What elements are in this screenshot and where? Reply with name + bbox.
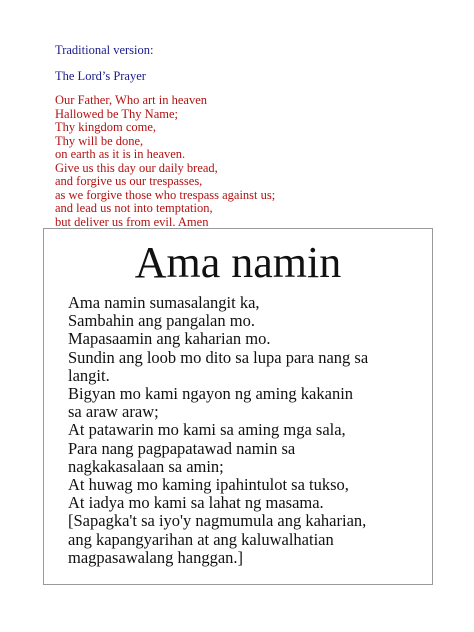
tagalog-prayer-line: [Sapagka't sa iyo'y nagmumula ang kaharian, xyxy=(68,511,367,531)
tagalog-prayer-line: Bigyan mo kami ngayon ng aming kakanin xyxy=(68,384,354,404)
english-prayer-line: as we forgive those who trespass against us; xyxy=(55,187,276,202)
english-prayer-line: Thy will be done, xyxy=(55,133,144,148)
english-prayer-line: Give us this day our daily bread, xyxy=(55,160,218,175)
tagalog-prayer-text xyxy=(68,294,424,567)
english-prayer-title: The Lord’s Prayer xyxy=(55,69,146,83)
tagalog-prayer-line: Sundin ang loob mo dito sa lupa para nang sa xyxy=(68,347,369,367)
tagalog-prayer-line: langit. xyxy=(68,365,110,385)
english-prayer-line: Our Father, Who art in heaven xyxy=(55,93,207,107)
tagalog-prayer-line: nagkakasalaan sa amin; xyxy=(68,456,224,476)
tagalog-prayer-line: magpasawalang hanggan.] xyxy=(68,547,244,567)
tagalog-prayer-line: Mapasaamin ang kaharian mo. xyxy=(68,329,271,349)
english-prayer-line: and forgive us our trespasses, xyxy=(55,174,203,188)
tagalog-prayer-line: Sambahin ang pangalan mo. xyxy=(68,311,255,331)
english-prayer-line: on earth as it is in heaven. xyxy=(55,147,186,161)
english-prayer-text xyxy=(55,94,355,229)
tagalog-prayer-line: ang kapangyarihan at ang kaluwalhatian xyxy=(68,529,334,549)
english-prayer-line: and lead us not into temptation, xyxy=(55,201,213,215)
tagalog-prayer-line: Ama namin sumasalangit ka, xyxy=(68,293,260,312)
tagalog-prayer-line: At patawarin mo kami sa aming mga sala, xyxy=(68,420,346,440)
version-label: Traditional version: xyxy=(55,43,154,57)
tagalog-prayer-line: At huwag mo kaming ipahintulot sa tukso, xyxy=(68,475,349,495)
tagalog-prayer-line: At iadya mo kami sa lahat ng masama. xyxy=(68,493,324,513)
english-prayer-line: but deliver us from evil. Amen xyxy=(55,214,209,229)
tagalog-prayer-line: Para nang pagpapatawad namin sa xyxy=(68,438,296,458)
english-prayer-line: Thy kingdom come, xyxy=(55,120,157,134)
tagalog-prayer-box xyxy=(43,228,433,585)
tagalog-prayer-title: Ama namin xyxy=(134,238,342,287)
english-prayer-line: Hallowed be Thy Name; xyxy=(55,106,178,121)
tagalog-prayer-line: sa araw araw; xyxy=(68,402,159,422)
